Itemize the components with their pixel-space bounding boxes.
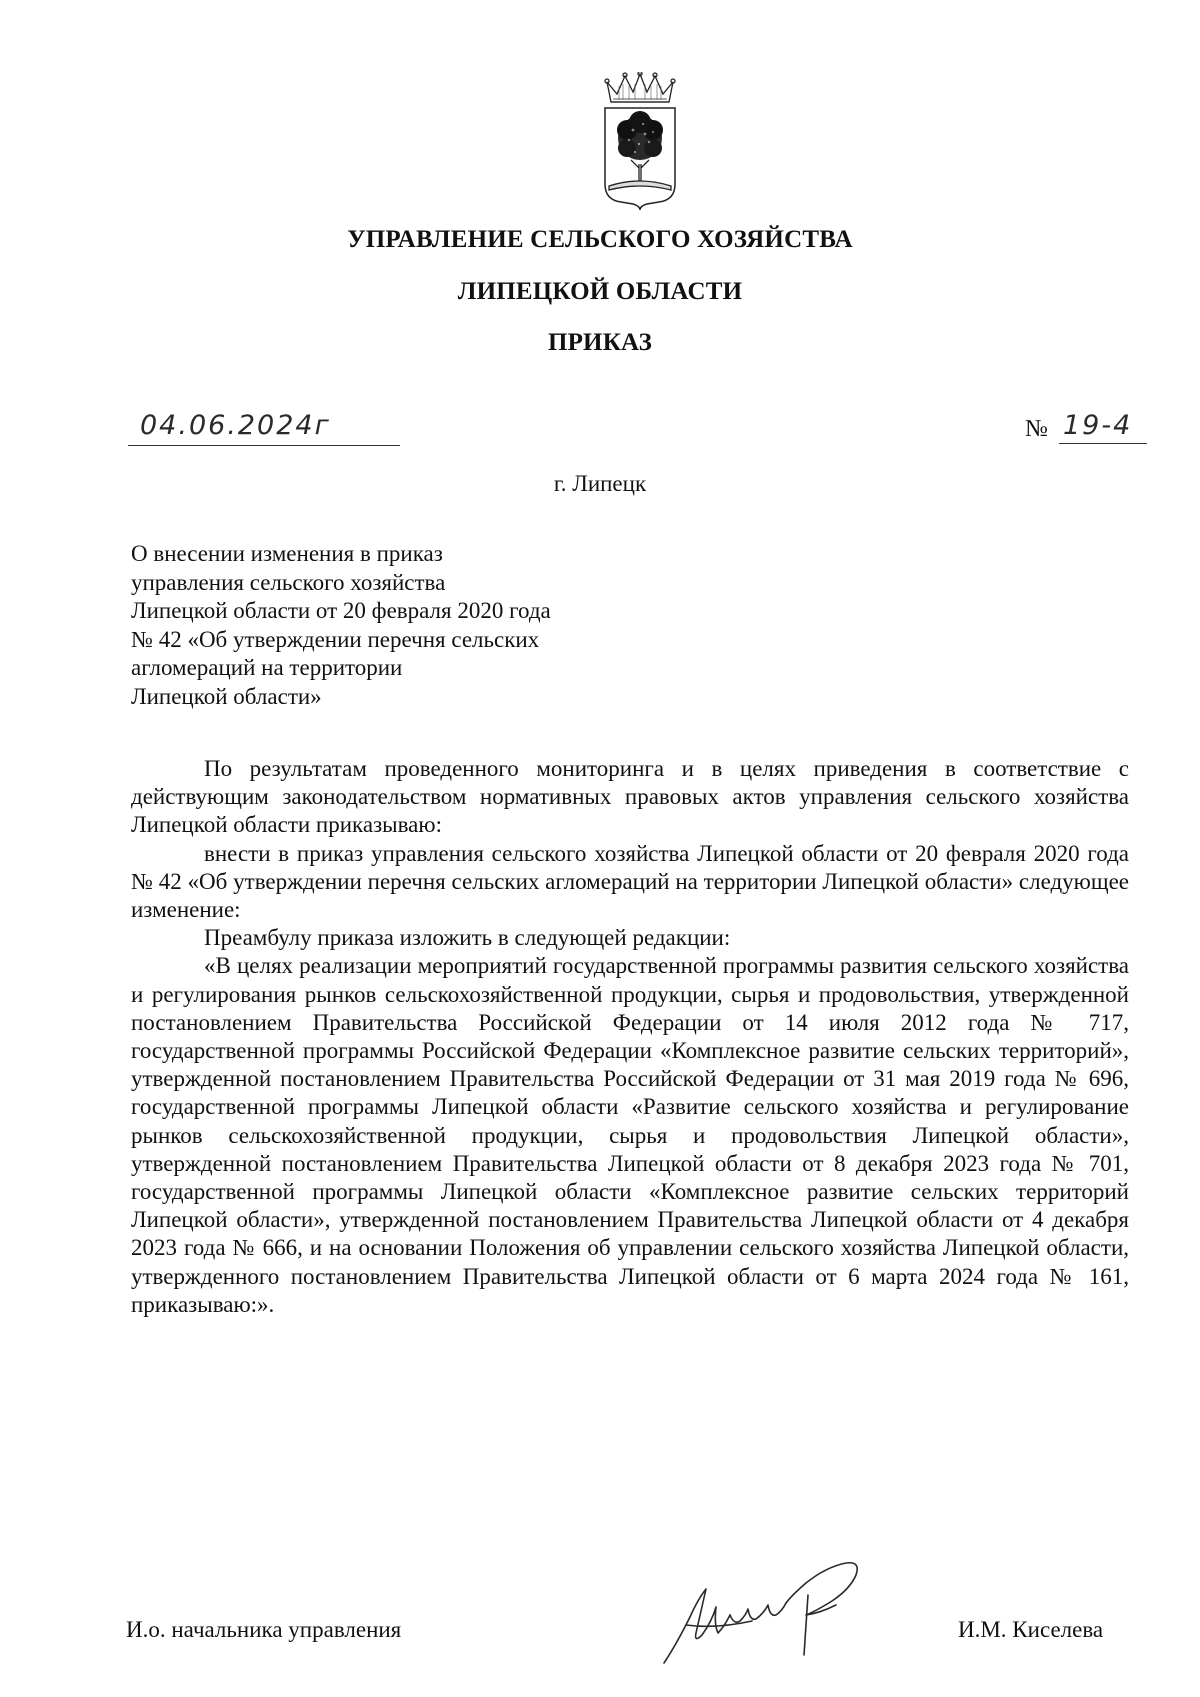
subject-line: № 42 «Об утверждении перечня сельских [131, 626, 540, 652]
subject-line: О внесении изменения в приказ [131, 541, 443, 566]
body-paragraph: «В целях реализации мероприятий государственной программы развития сельского хозяйства и регулирования рынков сельскохозяйственной продукции, сырья и продовольствия, утвержденной постановлением Правительства Российской Федерации от 14 июля 2012 года № 717, государственной программы Российской Федерации «Комплексное развитие сельских территорий», утвержденной постановлением Правительства Российской Федерации от 31 мая 2019 года № 696, государственной программы Липецкой области «Развитие сельского хозяйства и регулирование рынков сельскохозяйственной продукции, сырья и продовольствия Липецкой области», утвержденной постановлением Правительства Липецкой области от 8 декабря 2023 года № 701, государственной программы Липецкой области «Комплексное развитие сельских территорий Липецкой области», утвержденной постановлением Правительства Липецкой области от 4 декабря 2023 года № 666, и на основании Положения об управлении сельского хозяйства Липецкой области, утвержденного постановлением Правительства Липецкой области от 6 марта 2024 года № 161, приказываю:». [131, 953, 1129, 1317]
body-paragraph: По результатам проведенного мониторинга и в целях приведения в соответствие с действующим законодательством нормативных правовых актов управления сельского хозяйства Липецкой области приказываю: [131, 756, 1129, 838]
order-number [1025, 410, 1150, 446]
doc-type-title: ПРИКАЗ [547, 329, 653, 356]
order-body [131, 755, 1129, 1319]
signatory-position: И.о. начальника управления [126, 1617, 402, 1642]
subject-line: управления сельского хозяйства [131, 569, 446, 595]
date-underline [128, 445, 400, 446]
city: г. Липецк [553, 471, 647, 496]
order-subject [131, 540, 691, 711]
subject-line: Липецкой области от 20 февраля 2020 года [131, 598, 551, 623]
coat-of-arms-icon [597, 72, 683, 212]
org-title-line2: ЛИПЕЦКОЙ ОБЛАСТИ [457, 278, 743, 305]
order-date [128, 410, 400, 446]
subject-line: агломераций на территории [131, 655, 403, 680]
number-underline [1059, 443, 1147, 444]
order-date-value: 04.06.2024г [140, 410, 331, 441]
org-title-line1: УПРАВЛЕНИЕ СЕЛЬСКОГО ХОЗЯЙСТВА [347, 226, 853, 253]
order-number-value: 19-4 [1063, 410, 1133, 441]
body-paragraph: внести в приказ управления сельского хозяйства Липецкой области от 20 февраля 2020 года № 42 «Об утверждении перечня сельских агломераций на территории Липецкой области» следующее изменение: [131, 840, 1129, 923]
handwritten-signature [656, 1555, 901, 1670]
subject-line: Липецкой области» [131, 683, 322, 709]
body-paragraph: Преамбулу приказа изложить в следующей редакции: [204, 925, 731, 951]
signatory-name: И.М. Киселева [958, 1617, 1104, 1642]
number-sign: № [1025, 416, 1048, 442]
